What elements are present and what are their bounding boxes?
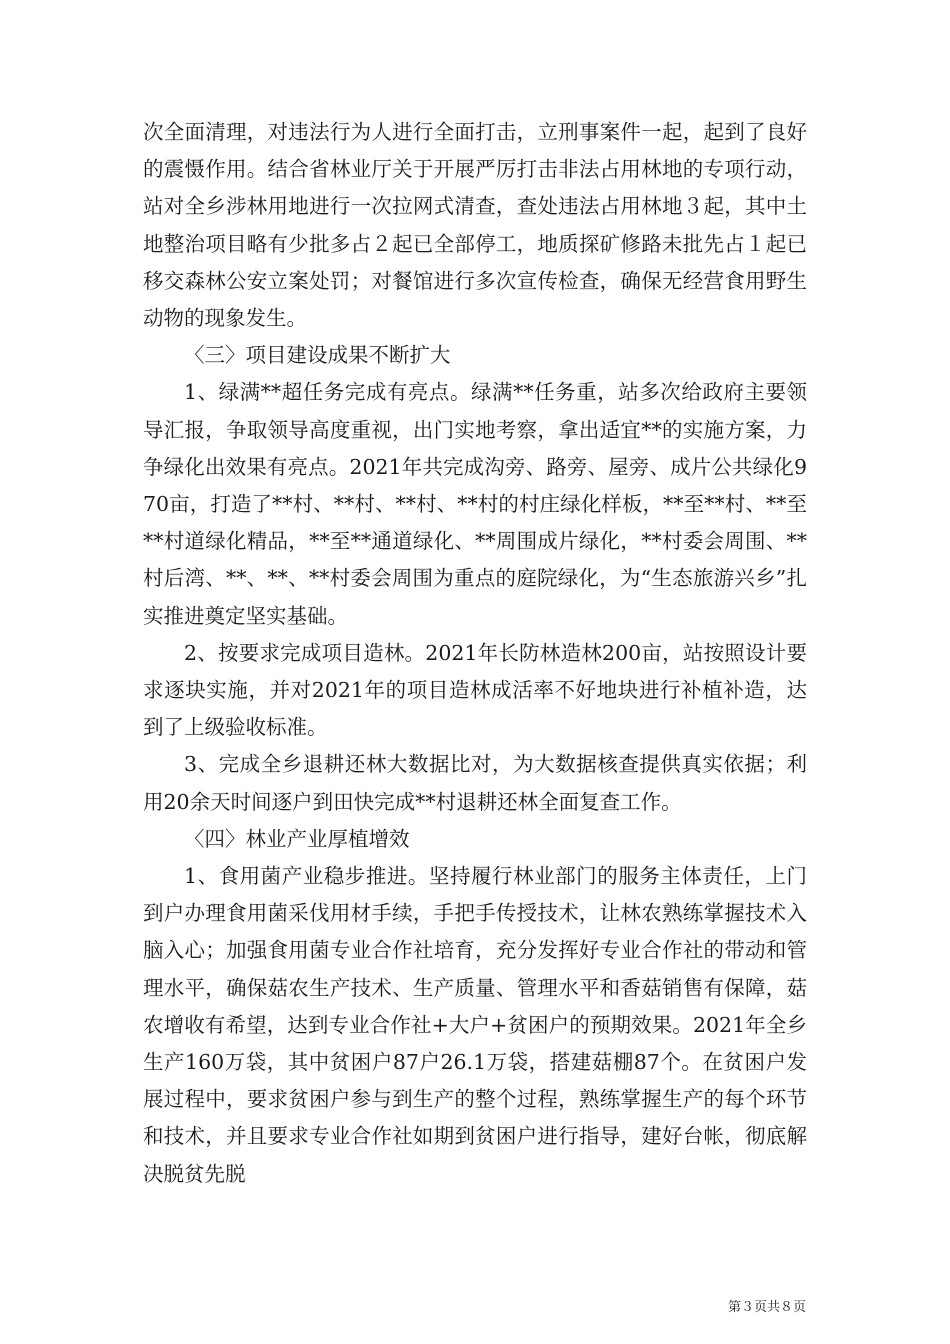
paragraph-continued: 次全面清理，对违法行为人进行全面打击，立刑事案件一起，起到了良好的震慑作用。结合省林业厅关于开展严厉打击非法占用林地的专项行动，站对全乡涉林用地进行一次拉网式清查，查处违法占用林地３起，其中土地整治项目略有少批多占２起已全部停工，地质探矿修路未批先占１起已移交森林公安立案处罚；对餐馆进行多次宣传检查，确保无经营食用野生动物的现象发生。	[143, 120, 807, 331]
paragraph-item-2: 2、按要求完成项目造林。2021年长防林造林200亩，站按照设计要求逐块实施，并对2021年的项目造林成活率不好地块进行补植补造，达到了上级验收标准。	[143, 640, 807, 740]
paragraph-item-1: 1、绿满**超任务完成有亮点。绿满**任务重，站多次给政府主要领导汇报，争取领导高度重视，出门实地考察，拿出适宜**的实施方案，力争绿化出效果有亮点。2021年共完成沟旁、路旁、屋旁、成片公共绿化970亩，打造了**村、**村、**村、**村的村庄绿化样板，**至**村、**至**村道绿化精品，**至**通道绿化、**周围成片绿化，**村委会周围、**村后湾、**、**、**村委会周围为重点的庭院绿化，为“生态旅游兴乡”扎实推进奠定坚实基础。	[143, 380, 807, 628]
document-body	[143, 114, 807, 1193]
paragraph-item-3: 3、完成全乡退耕还林大数据比对，为大数据核查提供真实依据；利用20余天时间逐户到田快完成**村退耕还林全面复查工作。	[143, 752, 807, 814]
section-heading-4: 〈四〉林业产业厚植增效	[184, 826, 410, 851]
page-number-footer: 第３页共８页	[727, 1300, 806, 1315]
section-heading-3: 〈三〉项目建设成果不断扩大	[184, 343, 451, 368]
paragraph-item-4: 1、食用菌产业稳步推进。坚持履行林业部门的服务主体责任，上门到户办理食用菌采伐用材手续，手把手传授技术，让林农熟练掌握技术入脑入心；加强食用菌专业合作社培育，充分发挥好专业合作社的带动和管理水平，确保菇农生产技术、生产质量、管理水平和香菇销售有保障，菇农增收有希望，达到专业合作社+大户+贫困户的预期效果。2021年全乡生产160万袋，其中贫困户87户26.1万袋，搭建菇棚87个。在贫困户发展过程中，要求贫困户参与到生产的整个过程，熟练掌握生产的每个环节和技术，并且要求专业合作社如期到贫困户进行指导，建好台帐，彻底解决脱贫先脱	[143, 864, 807, 1186]
